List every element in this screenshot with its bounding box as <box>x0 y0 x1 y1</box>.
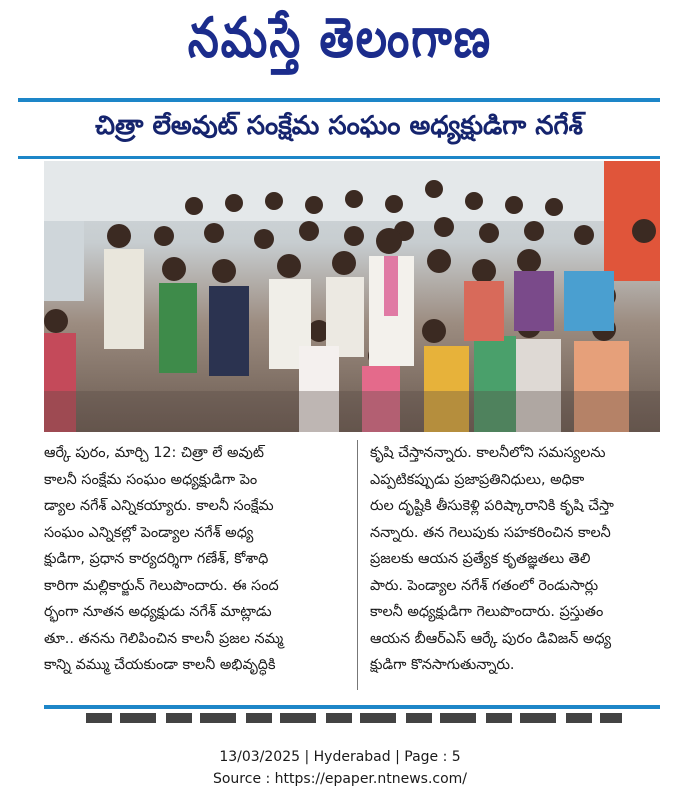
article-line: తూ.. తనను గెలిపించిన కాలనీ ప్రజల నమ్మ <box>44 630 284 647</box>
article-line: పారు. పెండ్యాల నగేశ్ గతంలో రెండుసార్లు <box>370 577 599 594</box>
article-line: కాలనీ సంక్షేమ సంఘం అధ్యక్షుడిగా పెం <box>44 471 258 488</box>
headline-rule <box>18 156 660 159</box>
cut-off-next-headline <box>86 713 622 723</box>
article-line: కృషి చేస్తానన్నారు. కాలనీలోని సమస్యలను <box>370 445 606 461</box>
article-line: కాన్ని వమ్ము చేయకుండా కాలనీ అభివృద్ధికి <box>44 657 276 673</box>
article-line: ఎప్పటికప్పుడు ప్రజాప్రతినిధులు, అధికా <box>370 471 585 488</box>
article-line: ఆయన బీఆర్‌ఎస్ ఆర్కే పురం డివిజన్ అధ్య <box>370 630 612 647</box>
masthead <box>0 0 680 90</box>
group-photo <box>44 161 660 432</box>
headline <box>18 104 660 154</box>
article-column-left <box>44 440 344 679</box>
article-line: ఆర్కే పురం, మార్చి 12: చిత్రా లే అవుట్ <box>44 445 265 461</box>
article-line: సంఘం ఎన్నికల్లో పెండ్యాల నగేశ్ అధ్య <box>44 524 254 541</box>
top-rule <box>18 98 660 102</box>
footer-source-link[interactable]: Source : https://epaper.ntnews.com/ <box>212 771 468 787</box>
article-line: రుల దృష్టికి తీసుకెళ్లి పరిష్కారానికి కృషి చేస్తా <box>370 498 614 514</box>
article-line: కాలనీ అధ్యక్షుడిగా గెలుపొందారు. ప్రస్తుతం <box>370 604 604 620</box>
article-line: క్షుడిగా కొనసాగుతున్నారు. <box>370 657 515 673</box>
article-line: డ్యాల నగేశ్ ఎన్నికయ్యారు. కాలనీ సంక్షేమ <box>44 498 274 514</box>
footer-date-location: 13/03/2025 | Hyderabad | Page : 5 <box>219 749 461 765</box>
headline-text: చిత్రా లేఅవుట్ సంక్షేమ సంఘం అధ్యక్షుడిగా నగేశ్ <box>95 111 583 141</box>
article-line: ర్భంగా నూతన అధ్యక్షుడు నగేశ్ మాట్లాడు <box>44 604 272 620</box>
article-column-right <box>370 440 660 679</box>
article-line: ప్రజలకు ఆయన ప్రత్యేక కృతజ్ఞతలు తెలి <box>370 551 591 567</box>
group-photo-illustration <box>44 161 660 432</box>
masthead-title: నమస్తే తెలంగాణ <box>187 6 493 70</box>
article-line: నన్నారు. తన గెలుపుకు సహకరించిన కాలనీ <box>370 524 611 541</box>
bottom-rule <box>44 705 660 709</box>
article-line: కారిగా మల్లికార్జున్ గెలుపొందారు. ఈ సంద <box>44 577 279 594</box>
column-divider <box>357 440 358 690</box>
page-footer <box>0 746 680 790</box>
article-line: క్షుడిగా, ప్రధాన కార్యదర్శిగా గణేశ్, కోశాధి <box>44 551 269 567</box>
